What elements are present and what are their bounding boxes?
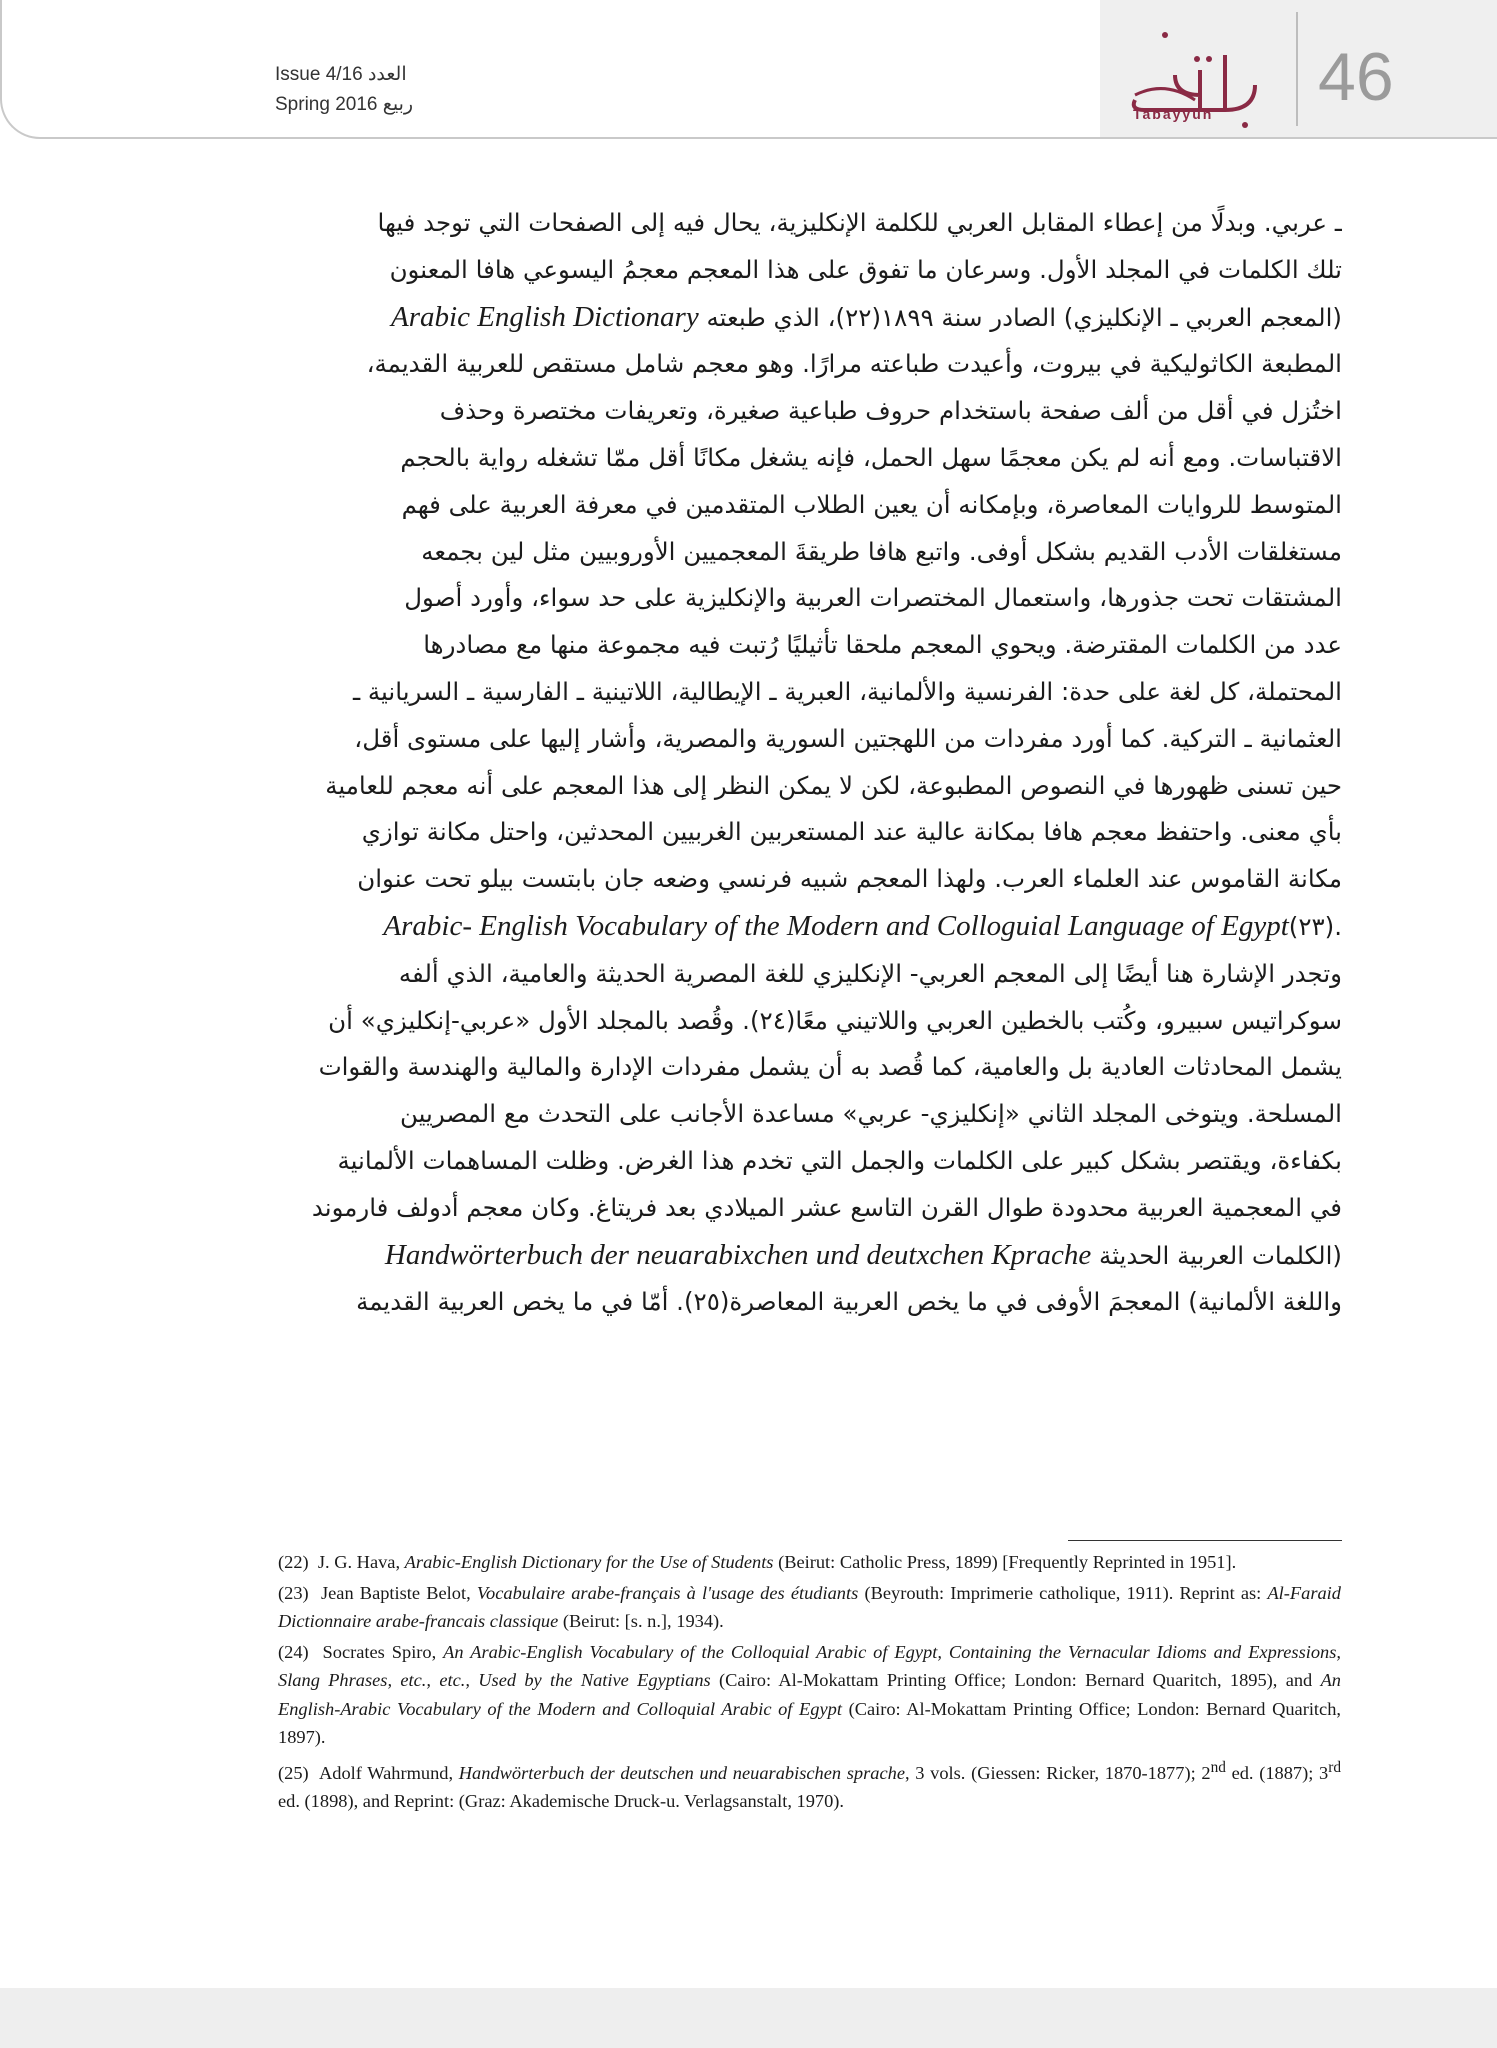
body-line: المتوسط للروايات المعاصرة، وبإمكانه أن يعين الطلاب المتقدمين في معرفة العربية على فهم xyxy=(401,489,1342,519)
body-line: بأي معنى. واحتفظ معجم هافا بمكانة عالية عند المستعربين الغربيين المحدثين، واحتل مكانة توازي xyxy=(361,817,1342,847)
footnote-24: (24) Socrates Spiro, An Arabic-English Vocabulary of the Colloquial Arabic of Egypt, Containing the Vernacular Idioms and Expressions, Slang Phrases, etc., etc., Used by the Native Egyptians (Cairo: Al-Mokattam Printing Office; London: Bernard Quaritch, 1895), and An English-Arabic Vocabulary of the Modern and Colloquial Arabic of Egypt (Cairo: Al-Mokattam Printing Office; London: Bernard Quaritch, 1897). xyxy=(278,1641,1342,1747)
body-line: المشتقات تحت جذورها، واستعمال المختصرات العربية والإنكليزية على حد سواء، وأورد أصول xyxy=(404,583,1342,613)
logo-latin-text: Tabayyun xyxy=(1133,106,1214,122)
body-line: في المعجمية العربية محدودة طوال القرن التاسع عشر الميلادي بعد فريتاغ. وكان معجم أدولف فارموند xyxy=(311,1192,1342,1222)
footnote-rule xyxy=(1068,1540,1342,1541)
footnote-22: (22) J. G. Hava, Arabic-English Dictionary for the Use of Students (Beirut: Catholic Press, 1899) [Frequently Reprinted in 1951]. xyxy=(278,1552,1237,1572)
latin-title: Handwörterbuch der neuarabixchen und deutxchen Kprache xyxy=(384,1238,1092,1271)
body-line xyxy=(276,903,1342,951)
header-divider xyxy=(1296,12,1298,126)
body-line: واللغة الألمانية) المعجمَ الأوفى في ما يخص العربية المعاصرة(٢٥). أمّا في ما يخص العربية القديمة xyxy=(356,1287,1342,1317)
body-line: سوكراتيس سبيرو، وكُتب بالخطين العربي واللاتيني معًا(٢٤). وقُصد بالمجلد الأول «عربي-إنكليزي» أن xyxy=(328,1005,1342,1035)
issue-info xyxy=(275,60,413,120)
latin-title: Arabic- English Vocabulary of the Modern and Colloguial Language of Egypt xyxy=(383,909,1289,942)
body-line: العثمانية ـ التركية. كما أورد مفردات من اللهجتين السورية والمصرية، وأشار إليها على مستوى أقل، xyxy=(354,723,1342,753)
latin-title: Arabic English Dictionary xyxy=(391,300,699,333)
body-line: عدد من الكلمات المقترضة. ويحوي المعجم ملحقا تأثيليًا رُتبت فيه مجموعة منها مع مصادرها xyxy=(423,630,1342,660)
footnote-23: (23) Jean Baptiste Belot, Vocabulaire arabe-français à l'usage des étudiants (Beyrouth: Imprimerie catholique, 1911). Reprint as: Al-Faraid Dictionnaire arabe-francais classique (Beirut: [s. n.], 1934). xyxy=(278,1582,1341,1631)
page-number: 46 xyxy=(1318,39,1394,115)
body-line: مكانة القاموس عند العلماء العرب. ولهذا المعجم شبيه فرنسي وضعه جان بابتست بيلو تحت عنوان xyxy=(357,864,1342,894)
body-line: ـ عربي. وبدلًا من إعطاء المقابل العربي للكلمة الإنكليزية، يحال فيه إلى الصفحات التي توجد فيها xyxy=(377,208,1342,237)
footnote-25: (25) Adolf Wahrmund, Handwörterbuch der deutschen und neuarabischen sprache, 3 vols. (Giessen: Ricker, 1870-1877); 2nd ed. (1887); 3rd ed. (1898), and Reprint: (Graz: Akademische Druck-u. Verlagsanstalt, 1970). xyxy=(278,1758,1341,1812)
body-line: بكفاءة، ويقتصر بشكل كبير على الكلمات والجمل التي تخدم هذا الغرض. وظلت المساهمات الألمانية xyxy=(337,1145,1342,1175)
body-line-text: .(٢٣) xyxy=(1288,911,1342,941)
body-line: المحتملة، كل لغة على حدة: الفرنسية والألمانية، العبرية ـ الإيطالية، اللاتينية ـ الفارسية ـ السريانية ـ xyxy=(352,676,1342,706)
body-line: وتجدر الإشارة هنا أيضًا إلى المعجم العربي- الإنكليزي للغة المصرية الحديثة والعامية، الذي ألفه xyxy=(398,958,1342,988)
season-line: Spring 2016 ربيع xyxy=(275,94,414,115)
body-line-text: (الكلمات العربية الحديثة xyxy=(1099,1240,1342,1270)
article-body xyxy=(276,200,1342,1326)
body-line xyxy=(276,1232,1342,1280)
body-line-text: (المعجم العربي ـ الإنكليزي) الصادر سنة ١٨٩٩(٢٢)، الذي طبعته xyxy=(706,302,1342,332)
body-line: المسلحة. ويتوخى المجلد الثاني «إنكليزي- عربي» مساعدة الأجانب على التحدث مع المصريين xyxy=(399,1099,1342,1129)
body-line xyxy=(276,294,1342,342)
body-line: المطبعة الكاثوليكية في بيروت، وأعيدت طباعته مرارًا. وهو معجم شامل مستقص للعربية القديمة، xyxy=(366,349,1342,379)
body-line: الاقتباسات. ومع أنه لم يكن معجمًا سهل الحمل، فإنه يشغل مكانًا أقل ممّا تشغله رواية بالحجم xyxy=(400,442,1342,472)
body-line: تلك الكلمات في المجلد الأول. وسرعان ما تفوق على هذا المعجم معجمُ اليسوعي هافا المعنون xyxy=(389,254,1342,284)
body-line: اختُزل في أقل من ألف صفحة باستخدام حروف طباعية صغيرة، وتعريفات مختصرة وحذف xyxy=(439,396,1342,426)
body-line: حين تسنى ظهورها في النصوص المطبوعة، لكن لا يمكن النظر إلى هذا المعجم على أنه معجم للعامية xyxy=(325,770,1342,800)
footnotes xyxy=(278,1548,1341,1818)
page-footer-band xyxy=(0,1988,1497,2048)
body-line: يشمل المحادثات العادية بل والعامية، كما قُصد به أن يشمل مفردات الإدارة والمالية والهندسة والقوات xyxy=(318,1052,1342,1082)
issue-line: Issue 4/16 العدد xyxy=(275,64,407,85)
body-line: مستغلقات الأدب القديم بشكل أوفى. واتبع هافا طريقةَ المعجميين الأوروبيين مثل لين بجمعه xyxy=(421,536,1342,566)
